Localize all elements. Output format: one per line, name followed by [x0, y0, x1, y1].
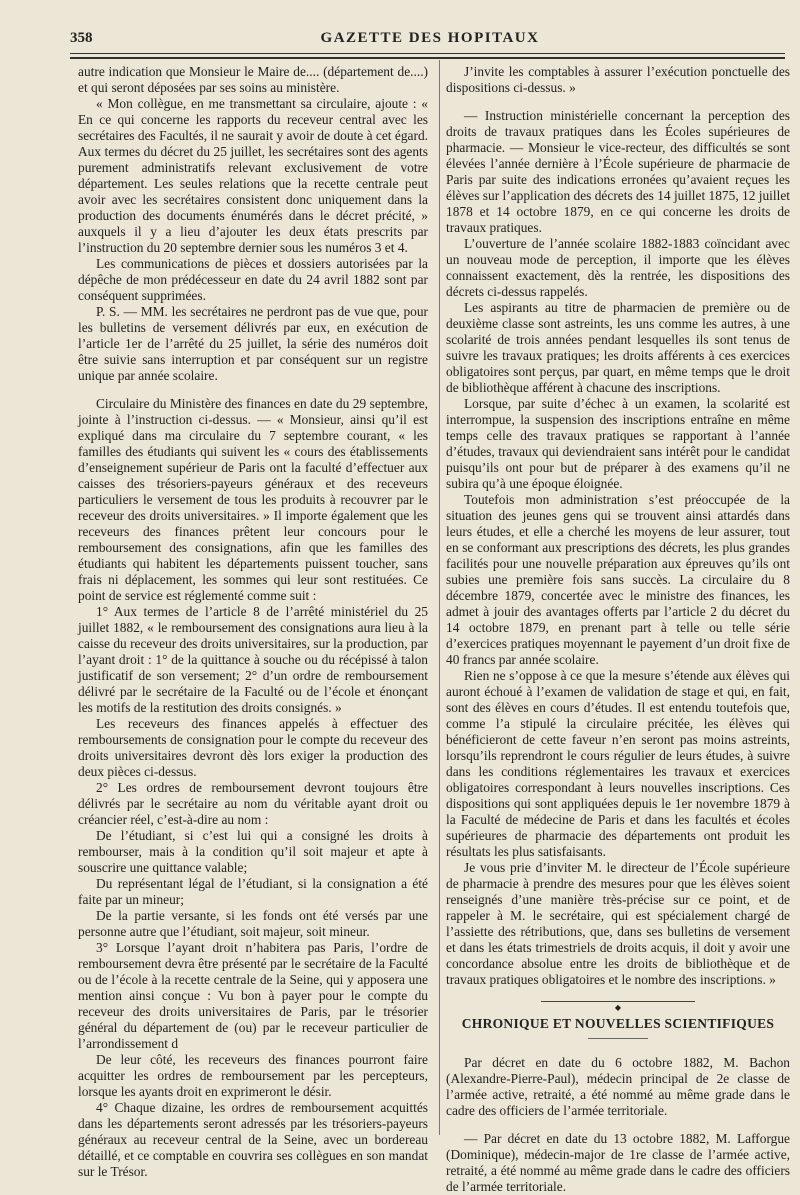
- page-number: 358: [70, 30, 93, 46]
- paragraph: « Mon collègue, en me transmettant sa circulaire, ajoute : « En ce qui concerne les rapports du receveur central avec les secrétaires des Facultés, il ne saurait y avoir de doute à cet égard. Aux termes du décret du 25 juillet, les secrétaires sont des agents purement administratifs relevant exclusivement de votre département. Les seules relations que la recette centrale peut avoir avec les secrétaires consistent donc uniquement dans la production des documents énumérés dans le décret précité, » auxquels il y a lieu d’ajouter les deux états prescrits par l’instruction du 20 septembre dernier sous les numéros 3 et 4.: [78, 96, 428, 255]
- paragraph: 1° Aux termes de l’article 8 de l’arrêté ministériel du 25 juillet 1882, « le remboursement des consignations aura lieu à la caisse du receveur des droits universitaires, sur la production, par l’ayant droit : 1° de la quittance à souche ou du récépissé à talon justificatif de son versement; 2° d’un ordre de remboursement délivré par le secrétaire de la Faculté ou de l’école et énonçant les motifs de la restitution des droits consignés. »: [78, 604, 428, 715]
- paragraph: 2° Les ordres de remboursement devront toujours être délivrés par le secrétaire au nom du véritable ayant droit ou créancier réel, c’est-à-dire au nom :: [78, 780, 428, 827]
- paragraph: Les aspirants au titre de pharmacien de première ou de deuxième classe sont astreints, les uns comme les autres, à une scolarité de trois années pendant lesquelles ils sont tenus de suivre les travaux pratiques; les droits afférents à ces exercices obligatoires sont perçus, par quart, en même temps que le droit de bibliothèque afférent à chacune des inscriptions.: [446, 300, 790, 395]
- paragraph: Lorsque, par suite d’échec à un examen, la scolarité est interrompue, la suspension des inscriptions entraîne en même temps celle des travaux pratiques se rapportant à l’année d’études, travaux qui deviendraient sans intérêt pour le candidat puisqu’ils ont pour but de préparer à des examens qu’il ne subira qu’à une époque éloignée.: [446, 396, 790, 491]
- paragraph: 4° Chaque dizaine, les ordres de remboursement acquittés dans les départements seront adressés par les trésoriers-payeurs généraux au receveur central de la Seine, avec un bordereau détaillé, et ce comptable en couvrira ses collègues en son mandat sur le Trésor.: [78, 1100, 428, 1179]
- paragraph: — Instruction ministérielle concernant la perception des droits de travaux pratiques dans les Écoles supérieures de pharmacie. — Monsieur le vice-recteur, des difficultés se sont élevées l’année dernière à l’École supérieure de pharmacie de Paris par suite des indications erronées qu’avaient reçues les élèves sur l’application des décrets des 14 juillet 1875, 12 juillet 1878 et 14 octobre 1879, en ce qui concerne les droits de travaux pratiques.: [446, 108, 790, 235]
- paragraph: Circulaire du Ministère des finances en date du 29 septembre, jointe à l’instruction ci-dessus. — « Monsieur, ainsi qu’il est expliqué dans ma circulaire du 7 septembre courant, « les familles des étudiants qui suivent les « cours des établissements d’enseignement supérieur de Paris ont la faculté d’effectuer aux caisses des trésoriers-payeurs généraux et des receveurs particuliers le versement de tous les produits à recouvrer par le receveur des droits universitaires. » Il importe également que les receveurs des finances prêtent leur concours pour le remboursement des consignations, afin que les familles des étudiants qui habitent les départements puissent toucher, sans frais ni déplacement, les sommes qui leur sont restituées. Ce point de service est réglementé comme suit :: [78, 396, 428, 603]
- paragraph: 3° Lorsque l’ayant droit n’habitera pas Paris, l’ordre de remboursement devra être présenté par le secrétaire de la Faculté ou de l’école à la recette centrale de la Seine, qui y apposera une mention ainsi conçue : Vu bon à payer pour le compte du receveur des droits universitaires de Paris, par le trésorier général du département de (ou) par le receveur particulier de l’arrondissement d: [78, 940, 428, 1051]
- column-divider: [439, 60, 440, 1135]
- paragraph: J’invite les comptables à assurer l’exécution ponctuelle des dispositions ci-dessus. »: [446, 64, 790, 95]
- heading-underline: [588, 1038, 648, 1039]
- paragraph: autre indication que Monsieur le Maire de.... (département de....) et qui seront déposées par ses soins au ministère.: [78, 64, 428, 95]
- header-rule-thick: [70, 57, 785, 59]
- header-rule-thin: [70, 53, 785, 54]
- left-column: [78, 64, 428, 1179]
- paragraph: De l’étudiant, si c’est lui qui a consigné les droits à rembourser, mais à la condition qu’il soit majeur et apte à souscrire une quittance valable;: [78, 828, 428, 875]
- paragraph: Je vous prie d’inviter M. le directeur de l’École supérieure de pharmacie à prendre des mesures pour que les élèves soient renseignés d’une manière très-précise sur ce point, et de rappeler à M. le secrétaire, qui est spécialement chargé de l’assiette des rétributions, que, dans ses bulletins de versement et dans les états trimestriels de droits acquis, il doit y avoir une concordance absolue entre les droits de bibliothèque et de travaux pratiques obligatoires et le nombre des inscriptions. »: [446, 860, 790, 987]
- paragraph: Les receveurs des finances appelés à effectuer des remboursements de consignation pour le compte du receveur des droits universitaires devront dès lors exiger la production des deux pièces ci-dessus.: [78, 716, 428, 779]
- section-ornament: [446, 998, 790, 1012]
- paragraph: L’ouverture de l’année scolaire 1882-1883 coïncidant avec un nouveau mode de perception, il importe que les élèves connaissent exactement, dès la rentrée, les dispositions des décrets ci-dessus rappelés.: [446, 236, 790, 299]
- paragraph: Toutefois mon administration s’est préoccupée de la situation des jeunes gens qui se trouvent ainsi attardés dans leurs études, et elle a cherché les moyens de leur assurer, tout en se conformant aux prescriptions des décrets, les plus grandes facilités pour une nouvelle préparation aux épreuves qu’ils ont subies une première fois sans succès. La circulaire du 8 décembre 1879, concertée avec le ministre des finances, les admet à jouir des avantages offerts par l’article 2 du décret du 14 octobre 1879, en prenant part à telle ou telle série d’exercices pratiques moyennant le payement d’un droit fixe de 40 francs par année scolaire.: [446, 492, 790, 667]
- paragraph: Du représentant légal de l’étudiant, si la consignation a été faite par un mineur;: [78, 876, 428, 907]
- paragraph: — Par décret en date du 13 octobre 1882, M. Lafforgue (Dominique), médecin-major de 1re classe de l’armée active, retraité, a été nommé au même grade dans le cadre des officiers de l’armée territoriale.: [446, 1131, 790, 1194]
- paragraph: Par décret en date du 6 octobre 1882, M. Bachon (Alexandre-Pierre-Paul), médecin principal de 2e classe de l’armée active, retraité, a été nommé au même grade dans le cadre des officiers de l’armée territoriale.: [446, 1055, 790, 1118]
- right-column: [446, 64, 790, 1194]
- page-header: [70, 30, 790, 52]
- paragraph: De leur côté, les receveurs des finances pourront faire acquitter les ordres de remboursement par les percepteurs, lorsque les ayants droit en exprimeront le désir.: [78, 1052, 428, 1099]
- section-heading: CHRONIQUE ET NOUVELLES SCIENTIFIQUES: [461, 1016, 775, 1031]
- paragraph: Rien ne s’oppose à ce que la mesure s’étende aux élèves qui auront échoué à l’examen de validation de stage et qui, en fait, sont des élèves en cours d’études. Il est entendu toutefois que, comme l’a stipulé la circulaire précitée, les élèves qui bénéficieront de cette faveur n’en seront pas moins astreints, lorsqu’ils reprendront le cours régulier de leurs études, à suivre dans les conditions réglementaires les travaux et exercices obligatoires correspondant à leurs nouvelles inscriptions. Ces dispositions qui sont appliquées depuis le 1er novembre 1879 à la Faculté de médecine de Paris et dans les facultés et écoles supérieures de pharmacie des départements ont produit les résultats les plus satisfaisants.: [446, 668, 790, 859]
- ornament-glyph: ◆: [612, 1003, 624, 1012]
- paragraph: De la partie versante, si les fonds ont été versés par une personne autre que l’étudiant, soit majeur, soit mineur.: [78, 908, 428, 939]
- paragraph: Les communications de pièces et dossiers autorisées par la dépêche de mon prédécesseur en date du 24 avril 1882 sont par conséquent supprimées.: [78, 256, 428, 303]
- journal-title: GAZETTE DES HOPITAUX: [320, 30, 540, 46]
- paragraph: P. S. — MM. les secrétaires ne perdront pas de vue que, pour les bulletins de versement délivrés par eux, en exécution de l’article 1er de l’arrêté du 25 juillet, la série des numéros doit être suivie sans interruption et par conséquent sur un registre unique par année scolaire.: [78, 304, 428, 383]
